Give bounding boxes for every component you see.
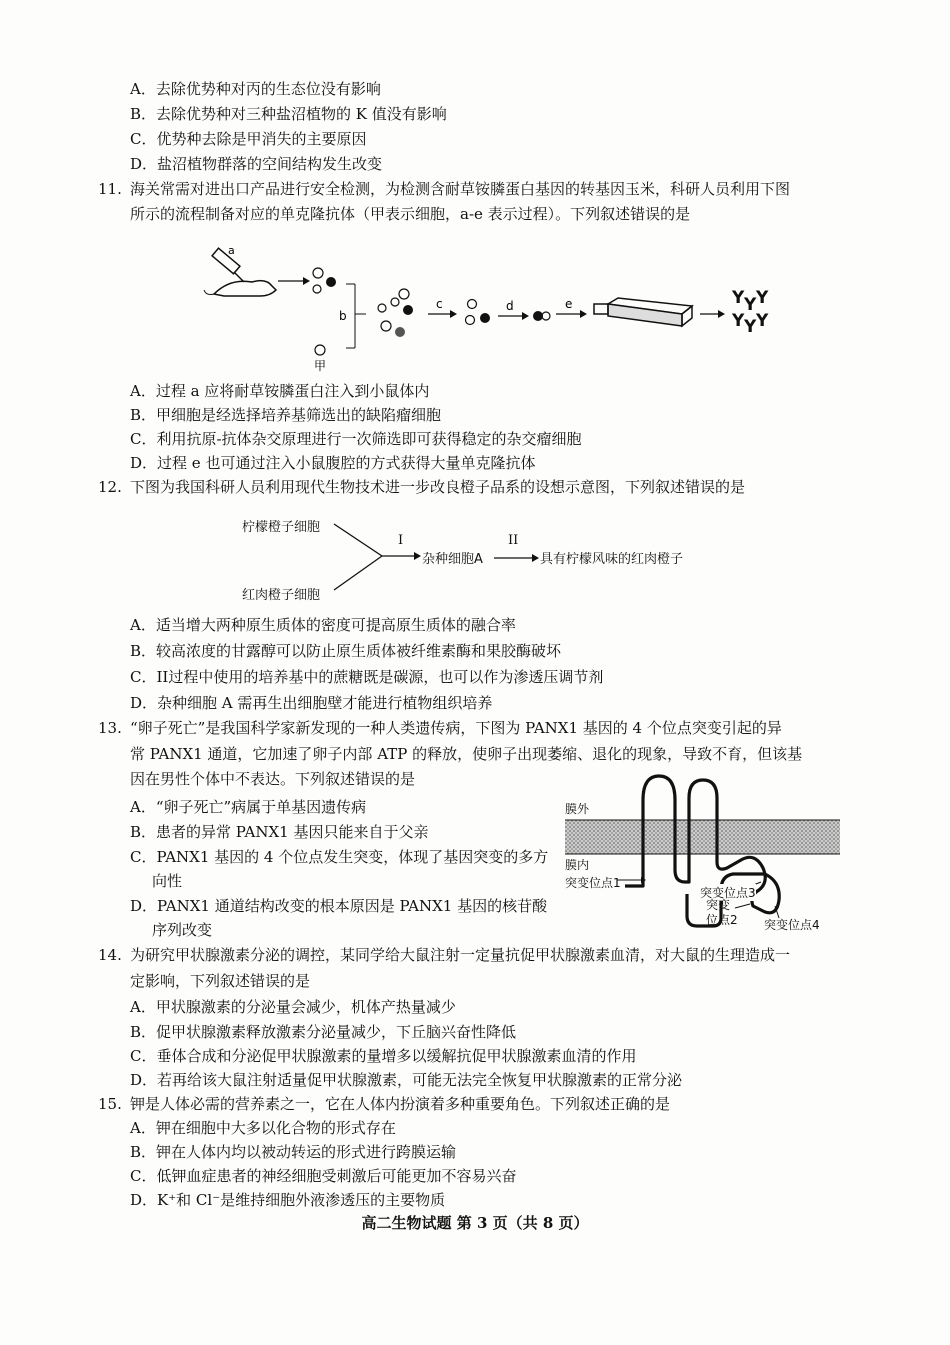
q13-stem-line2: 常 PANX1 通道，它加速了卵子内部 ATP 的释放，使卵子出现萎缩、退化的现象，导致不育，但该基 bbox=[130, 745, 803, 763]
q13-label-site3: 突变位点3 bbox=[700, 886, 756, 900]
mouse-icon bbox=[214, 281, 276, 296]
q12-label-step1: I bbox=[398, 533, 404, 548]
q12-label-step2: II bbox=[508, 533, 519, 548]
q13-stem-line1: “卵子死亡”是我国科学家新发现的一种人类遗传病，下图为 PANX1 基因的 4 个位点突变引起的异 bbox=[130, 719, 782, 737]
svg-text:Y: Y bbox=[756, 311, 769, 331]
q12-label-lemon: 柠檬橙子细胞 bbox=[242, 520, 321, 535]
q13-label-outside: 膜外 bbox=[565, 802, 590, 816]
q14-option-a: A．甲状腺激素的分泌量会减少，机体产热量减少 bbox=[130, 998, 456, 1016]
q13-option-a: A．“卵子死亡”病属于单基因遗传病 bbox=[130, 798, 367, 816]
q15-option-c: C．低钾血症患者的神经细胞受刺激后可能更加不容易兴奋 bbox=[130, 1167, 517, 1185]
q11-number: 11. bbox=[98, 180, 122, 198]
svg-text:Y: Y bbox=[732, 311, 745, 331]
q13-label-site1: 突变位点1 bbox=[565, 876, 621, 890]
culture-flask-icon bbox=[594, 298, 692, 326]
q11-label-e: e bbox=[565, 297, 573, 311]
antibody-icon bbox=[731, 288, 769, 337]
q12-arrow-2 bbox=[494, 551, 544, 565]
q14-option-b: B．促甲状腺激素释放激素分泌量减少，下丘脑兴奋性降低 bbox=[130, 1023, 517, 1041]
q15-stem: 钾是人体必需的营养素之一，它在人体内扮演着多种重要角色。下列叙述正确的是 bbox=[130, 1095, 671, 1113]
q12-label-result: 具有柠檬风味的红肉橙子 bbox=[540, 552, 684, 567]
q13-label-site2b: 位点2 bbox=[706, 913, 738, 927]
q15-option-b: B．钾在人体内均以被动转运的形式进行跨膜运输 bbox=[130, 1143, 457, 1161]
page-footer: 高二生物试题 第 3 页（共 8 页） bbox=[361, 1214, 589, 1232]
q11-label-d: d bbox=[506, 299, 514, 313]
q13-label-site4: 突变位点4 bbox=[764, 918, 820, 932]
q15-number: 15. bbox=[98, 1095, 122, 1113]
q14-option-d: D．若再给该大鼠注射适量促甲状腺激素，可能无法完全恢复甲状腺激素的正常分泌 bbox=[130, 1071, 683, 1089]
q13-option-c: C．PANX1 基因的 4 个位点发生突变，体现了基因突变的多方 bbox=[130, 848, 549, 866]
q13-stem-line3: 因在男性个体中不表达。下列叙述错误的是 bbox=[130, 770, 416, 788]
q13-option-c-cont: 向性 bbox=[152, 872, 183, 890]
q11-label-jia: 甲 bbox=[314, 359, 327, 373]
q14-number: 14. bbox=[98, 946, 122, 964]
q13-figure bbox=[565, 770, 845, 930]
q10-option-a: A．去除优势种对丙的生态位没有影响 bbox=[130, 80, 381, 98]
q11-figure bbox=[200, 238, 780, 373]
q11-option-c: C．利用抗原-抗体杂交原理进行一次筛选即可获得稳定的杂交瘤细胞 bbox=[130, 430, 582, 448]
q11-stem-line2: 所示的流程制备对应的单克隆抗体（甲表示细胞，a-e 表示过程）。下列叙述错误的是 bbox=[130, 205, 691, 223]
q12-option-b: B．较高浓度的甘露醇可以防止原生质体被纤维素酶和果胶酶破坏 bbox=[130, 642, 562, 660]
q14-stem-line2: 定影响，下列叙述错误的是 bbox=[130, 972, 311, 990]
svg-text:Y: Y bbox=[732, 288, 745, 308]
q11-label-b: b bbox=[339, 309, 347, 323]
q14-stem-line1: 为研究甲状腺激素分泌的调控，某同学给大鼠注射一定量抗促甲状腺激素血清，对大鼠的生理造成一 bbox=[130, 946, 791, 964]
q11-option-d: D．过程 e 也可通过注入小鼠腹腔的方式获得大量单克隆抗体 bbox=[130, 454, 536, 472]
q13-label-inside: 膜内 bbox=[565, 858, 590, 872]
svg-text:Y: Y bbox=[744, 295, 757, 315]
q13-option-d: D．PANX1 通道结构改变的根本原因是 PANX1 基因的核苷酸 bbox=[130, 897, 548, 915]
q12-stem: 下图为我国科研人员利用现代生物技术进一步改良橙子品系的设想示意图，下列叙述错误的是 bbox=[130, 478, 746, 496]
q12-option-c: C．II过程中使用的培养基中的蔗糖既是碳源，也可以作为渗透压调节剂 bbox=[130, 668, 604, 686]
q13-number: 13. bbox=[98, 719, 122, 737]
q12-number: 12. bbox=[98, 478, 122, 496]
q13-label-site2a: 突变 bbox=[706, 898, 731, 912]
q10-option-d: D．盐沼植物群落的空间结构发生改变 bbox=[130, 155, 383, 173]
svg-text:Y: Y bbox=[744, 317, 757, 337]
q12-option-d: D．杂种细胞 A 需再生出细胞壁才能进行植物组织培养 bbox=[130, 694, 493, 712]
q13-option-b: B．患者的异常 PANX1 基因只能来自于父亲 bbox=[130, 823, 429, 841]
q11-option-b: B．甲细胞是经选择培养基筛选出的缺陷瘤细胞 bbox=[130, 406, 442, 424]
q12-option-a: A．适当增大两种原生质体的密度可提高原生质体的融合率 bbox=[130, 616, 516, 634]
svg-text:Y: Y bbox=[756, 288, 769, 308]
q15-option-d: D．K⁺和 Cl⁻是维持细胞外液渗透压的主要物质 bbox=[130, 1191, 446, 1209]
q15-option-a: A．钾在细胞中大多以化合物的形式存在 bbox=[130, 1119, 396, 1137]
q10-option-b: B．去除优势种对三种盐沼植物的 K 值没有影响 bbox=[130, 105, 447, 123]
q12-label-red: 红肉橙子细胞 bbox=[242, 588, 321, 603]
q12-label-hybrid: 杂种细胞A bbox=[422, 552, 483, 567]
q11-option-a: A．过程 a 应将耐草铵膦蛋白注入到小鼠体内 bbox=[130, 382, 430, 400]
q10-option-c: C．优势种去除是甲消失的主要原因 bbox=[130, 130, 367, 148]
q11-label-a: a bbox=[228, 244, 235, 257]
membrane bbox=[565, 820, 840, 854]
q11-label-c: c bbox=[436, 297, 443, 311]
q13-option-d-cont: 序列改变 bbox=[152, 921, 213, 939]
q14-option-c: C．垂体合成和分泌促甲状腺激素的量增多以缓解抗促甲状腺激素血清的作用 bbox=[130, 1047, 637, 1065]
q11-stem-line1: 海关常需对进出口产品进行安全检测，为检测含耐草铵膦蛋白基因的转基因玉米，科研人员利用下图 bbox=[130, 180, 791, 198]
syringe-icon bbox=[212, 244, 244, 282]
